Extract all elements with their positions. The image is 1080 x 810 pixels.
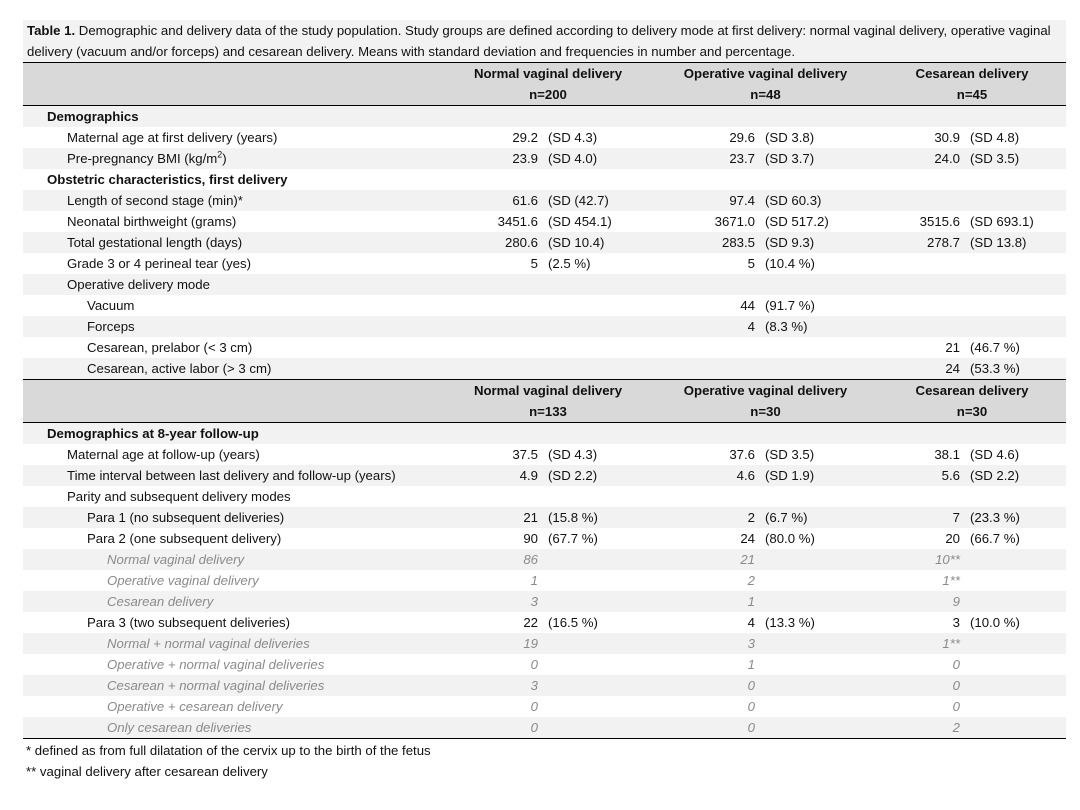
cell-value: 283.5 bbox=[653, 232, 765, 253]
table-row bbox=[23, 717, 1066, 739]
header-group: Normal vaginal delivery bbox=[443, 63, 653, 85]
cell-value: 44 bbox=[740, 298, 755, 313]
cell-sd bbox=[548, 316, 653, 337]
header-row-groups bbox=[23, 380, 1066, 402]
cell-sd: (67.7 %) bbox=[548, 531, 598, 546]
cell-sd: (SD 454.1) bbox=[548, 214, 612, 229]
cell-sd: (SD 60.3) bbox=[765, 190, 878, 211]
cell-value: 3515.6 bbox=[919, 214, 960, 229]
table-row bbox=[23, 570, 1066, 591]
row-label-text: Pre-pregnancy BMI (kg/m bbox=[67, 151, 218, 166]
table-row bbox=[23, 507, 1066, 528]
cell-value: 1** bbox=[942, 573, 960, 588]
row-label: Length of second stage (min)* bbox=[23, 190, 443, 211]
cell-value: 280.6 bbox=[443, 232, 548, 253]
table-row bbox=[23, 591, 1066, 612]
header-n: n=48 bbox=[653, 84, 878, 106]
cell-value: 97.4 bbox=[653, 190, 765, 211]
cell-value: 0 bbox=[952, 699, 960, 714]
table-row bbox=[23, 190, 1066, 211]
row-label: Grade 3 or 4 perineal tear (yes) bbox=[67, 256, 251, 271]
cell-value: 37.5 bbox=[512, 447, 538, 462]
cell-value: 4 bbox=[747, 615, 755, 630]
footnote: ** vaginal delivery after cesarean delivery bbox=[26, 764, 268, 779]
table-row bbox=[23, 232, 1066, 253]
cell-value: 24 bbox=[878, 358, 970, 380]
cell-value: 1 bbox=[530, 573, 538, 588]
cell-sd: (SD 517.2) bbox=[765, 214, 829, 229]
row-label: Neonatal birthweight (grams) bbox=[67, 214, 237, 229]
cell-value: 2 bbox=[653, 507, 765, 528]
caption-text: Demographic and delivery data of the study population. Study groups are defined according to delivery mode at first delivery: normal vaginal delivery, operative vaginal delivery (vacuum and/or forceps) and cesarean delivery. Means with standard deviation and frequencies in number and percentage. bbox=[27, 23, 1051, 59]
cell-value: 21 bbox=[443, 507, 548, 528]
cell-value: 61.6 bbox=[443, 190, 548, 211]
cell-value bbox=[878, 295, 970, 316]
table-row bbox=[23, 337, 1066, 358]
row-label: Normal + normal vaginal deliveries bbox=[23, 633, 443, 654]
cell-sd: (SD 3.7) bbox=[765, 148, 878, 169]
header-n: n=45 bbox=[878, 84, 1066, 106]
table-caption bbox=[23, 20, 1066, 62]
cell-value: 23.7 bbox=[653, 148, 765, 169]
header-group: Operative vaginal delivery bbox=[653, 63, 878, 85]
cell-value bbox=[653, 337, 765, 358]
cell-sd: (SD 1.9) bbox=[765, 465, 878, 486]
cell-value: 3 bbox=[443, 591, 548, 612]
row-label: Cesarean, active labor (> 3 cm) bbox=[23, 358, 443, 380]
section-row bbox=[23, 106, 1066, 128]
cell-value: 0 bbox=[653, 717, 765, 739]
row-label: Only cesarean deliveries bbox=[23, 717, 443, 739]
cell-value: 20 bbox=[945, 531, 960, 546]
cell-value: 0 bbox=[653, 675, 765, 696]
cell-value: 9 bbox=[878, 591, 970, 612]
header-group: Normal vaginal delivery bbox=[443, 380, 653, 402]
cell-sd: (SD 693.1) bbox=[970, 214, 1034, 229]
cell-value: 5 bbox=[747, 256, 755, 271]
row-label: Operative delivery mode bbox=[23, 274, 1066, 295]
cell-value: 2 bbox=[878, 717, 970, 739]
row-label: Para 1 (no subsequent deliveries) bbox=[23, 507, 443, 528]
cell-value: 19 bbox=[443, 633, 548, 654]
section-row bbox=[23, 423, 1066, 445]
cell-sd bbox=[970, 295, 1066, 316]
cell-sd: (23.3 %) bbox=[970, 507, 1066, 528]
cell-sd: (16.5 %) bbox=[548, 615, 598, 630]
section-label: Obstetric characteristics, first delivery bbox=[47, 172, 288, 187]
cell-sd: (SD 9.3) bbox=[765, 232, 878, 253]
table-row bbox=[23, 612, 1066, 633]
cell-value: 1** bbox=[878, 633, 970, 654]
cell-sd: (6.7 %) bbox=[765, 507, 878, 528]
cell-value bbox=[878, 253, 970, 274]
cell-sd: (10.4 %) bbox=[765, 256, 815, 271]
cell-sd: (SD (42.7) bbox=[548, 190, 653, 211]
row-label: Cesarean + normal vaginal deliveries bbox=[23, 675, 443, 696]
header-group: Cesarean delivery bbox=[878, 63, 1066, 85]
cell-value: 0 bbox=[952, 657, 960, 672]
cell-value bbox=[443, 358, 548, 380]
cell-value: 5 bbox=[530, 256, 538, 271]
cell-sd: (SD 2.2) bbox=[548, 465, 653, 486]
table-row bbox=[23, 316, 1066, 337]
row-label: Operative vaginal delivery bbox=[107, 573, 259, 588]
row-label: Maternal age at first delivery (years) bbox=[67, 130, 278, 145]
cell-value: 4 bbox=[653, 316, 765, 337]
footnotes bbox=[23, 740, 1066, 782]
cell-value: 278.7 bbox=[878, 232, 970, 253]
caption-label: Table 1. bbox=[27, 23, 76, 38]
header-row-n bbox=[23, 84, 1066, 106]
header-n: n=133 bbox=[443, 401, 653, 423]
cell-sd: (SD 3.8) bbox=[765, 130, 815, 145]
header-group: Cesarean delivery bbox=[878, 380, 1066, 402]
table-row bbox=[23, 253, 1066, 274]
cell-sd: (53.3 %) bbox=[970, 358, 1066, 380]
cell-value bbox=[878, 190, 970, 211]
table-row bbox=[23, 528, 1066, 549]
cell-value: 29.2 bbox=[512, 130, 538, 145]
header-row-n bbox=[23, 401, 1066, 423]
cell-value: 22 bbox=[523, 615, 538, 630]
cell-value: 30.9 bbox=[934, 130, 960, 145]
table-row bbox=[23, 211, 1066, 232]
table-row bbox=[23, 148, 1066, 169]
table-row bbox=[23, 654, 1066, 675]
cell-value: 4.9 bbox=[443, 465, 548, 486]
cell-value: 0 bbox=[530, 699, 538, 714]
row-label bbox=[23, 148, 443, 169]
table-row bbox=[23, 444, 1066, 465]
cell-value: 5.6 bbox=[878, 465, 970, 486]
cell-value: 86 bbox=[443, 549, 548, 570]
row-label: Parity and subsequent delivery modes bbox=[67, 489, 291, 504]
cell-value: 38.1 bbox=[934, 447, 960, 462]
cell-sd: (2.5 %) bbox=[548, 256, 591, 271]
row-label: Time interval between last delivery and follow-up (years) bbox=[23, 465, 443, 486]
cell-sd bbox=[548, 295, 653, 316]
cell-value: 3 bbox=[443, 675, 548, 696]
cell-value: 90 bbox=[523, 531, 538, 546]
cell-sd bbox=[970, 190, 1066, 211]
table-row bbox=[23, 486, 1066, 507]
cell-value: 0 bbox=[530, 657, 538, 672]
table-row bbox=[23, 696, 1066, 717]
row-label: Operative + normal vaginal deliveries bbox=[107, 657, 325, 672]
header-n: n=30 bbox=[878, 401, 1066, 423]
cell-sd: (46.7 %) bbox=[970, 340, 1020, 355]
cell-sd bbox=[548, 337, 653, 358]
cell-sd bbox=[548, 358, 653, 380]
cell-sd: (66.7 %) bbox=[970, 531, 1020, 546]
header-n: n=30 bbox=[653, 401, 878, 423]
table-row bbox=[23, 358, 1066, 380]
table-row bbox=[23, 549, 1066, 570]
cell-value: 7 bbox=[878, 507, 970, 528]
row-label: Normal vaginal delivery bbox=[23, 549, 443, 570]
cell-sd: (SD 2.2) bbox=[970, 465, 1066, 486]
cell-value bbox=[878, 316, 970, 337]
row-label-tail: ) bbox=[222, 151, 227, 166]
cell-value: 21 bbox=[945, 340, 960, 355]
cell-sd: (SD 4.3) bbox=[548, 130, 598, 145]
cell-value bbox=[653, 358, 765, 380]
cell-value: 24.0 bbox=[878, 148, 970, 169]
cell-sd: (15.8 %) bbox=[548, 507, 653, 528]
cell-value: 24 bbox=[740, 531, 755, 546]
data-table bbox=[23, 62, 1066, 739]
cell-value: 2 bbox=[747, 573, 755, 588]
cell-value: 29.6 bbox=[729, 130, 755, 145]
header-n: n=200 bbox=[443, 84, 653, 106]
section-row bbox=[23, 169, 1066, 190]
cell-sd bbox=[970, 316, 1066, 337]
row-label: Maternal age at follow-up (years) bbox=[67, 447, 260, 462]
cell-value: 1 bbox=[653, 591, 765, 612]
cell-sd: (80.0 %) bbox=[765, 531, 815, 546]
cell-value: 23.9 bbox=[443, 148, 548, 169]
cell-sd: (SD 4.8) bbox=[970, 130, 1020, 145]
cell-sd: (SD 4.0) bbox=[548, 148, 653, 169]
row-label: Forceps bbox=[23, 316, 443, 337]
table-row bbox=[23, 295, 1066, 316]
cell-sd bbox=[765, 358, 878, 380]
row-label: Cesarean delivery bbox=[23, 591, 443, 612]
row-label: Total gestational length (days) bbox=[23, 232, 443, 253]
cell-value: 3 bbox=[653, 633, 765, 654]
cell-value: 1 bbox=[747, 657, 755, 672]
cell-value: 3 bbox=[952, 615, 960, 630]
cell-value: 3451.6 bbox=[497, 214, 538, 229]
cell-sd bbox=[970, 253, 1066, 274]
header-group: Operative vaginal delivery bbox=[653, 380, 878, 402]
cell-value: 37.6 bbox=[729, 447, 755, 462]
cell-sd: (SD 3.5) bbox=[970, 148, 1066, 169]
table-row bbox=[23, 465, 1066, 486]
cell-value: 10** bbox=[878, 549, 970, 570]
row-label: Para 3 (two subsequent deliveries) bbox=[87, 615, 291, 630]
table-row bbox=[23, 633, 1066, 654]
cell-sd: (SD 10.4) bbox=[548, 232, 653, 253]
cell-sd: (10.0 %) bbox=[970, 615, 1020, 630]
cell-value bbox=[443, 295, 548, 316]
cell-sd: (SD 13.8) bbox=[970, 232, 1066, 253]
cell-sd: (13.3 %) bbox=[765, 615, 815, 630]
row-label: Operative + cesarean delivery bbox=[107, 699, 283, 714]
table-row bbox=[23, 675, 1066, 696]
cell-sd: (91.7 %) bbox=[765, 298, 815, 313]
table-row bbox=[23, 127, 1066, 148]
cell-value: 0 bbox=[443, 717, 548, 739]
cell-sd bbox=[765, 337, 878, 358]
cell-sd: (SD 4.3) bbox=[548, 447, 598, 462]
cell-sd: (SD 4.6) bbox=[970, 447, 1020, 462]
footnote: * defined as from full dilatation of the cervix up to the birth of the fetus bbox=[26, 743, 431, 758]
header-row-groups bbox=[23, 63, 1066, 85]
cell-value: 21 bbox=[653, 549, 765, 570]
cell-value: 0 bbox=[747, 699, 755, 714]
cell-value: 0 bbox=[878, 675, 970, 696]
cell-value bbox=[443, 316, 548, 337]
row-label-sup: 2 bbox=[217, 149, 223, 160]
row-label: Vacuum bbox=[87, 298, 135, 313]
section-label: Demographics at 8-year follow-up bbox=[23, 423, 1066, 445]
section-label: Demographics bbox=[23, 106, 1066, 128]
table-row bbox=[23, 274, 1066, 295]
cell-sd: (SD 3.5) bbox=[765, 447, 815, 462]
table-container bbox=[23, 20, 1066, 782]
cell-value: 3671.0 bbox=[714, 214, 755, 229]
row-label: Para 2 (one subsequent delivery) bbox=[87, 531, 282, 546]
cell-value: 4.6 bbox=[653, 465, 765, 486]
cell-sd: (8.3 %) bbox=[765, 316, 878, 337]
row-label: Cesarean, prelabor (< 3 cm) bbox=[87, 340, 253, 355]
cell-value bbox=[443, 337, 548, 358]
